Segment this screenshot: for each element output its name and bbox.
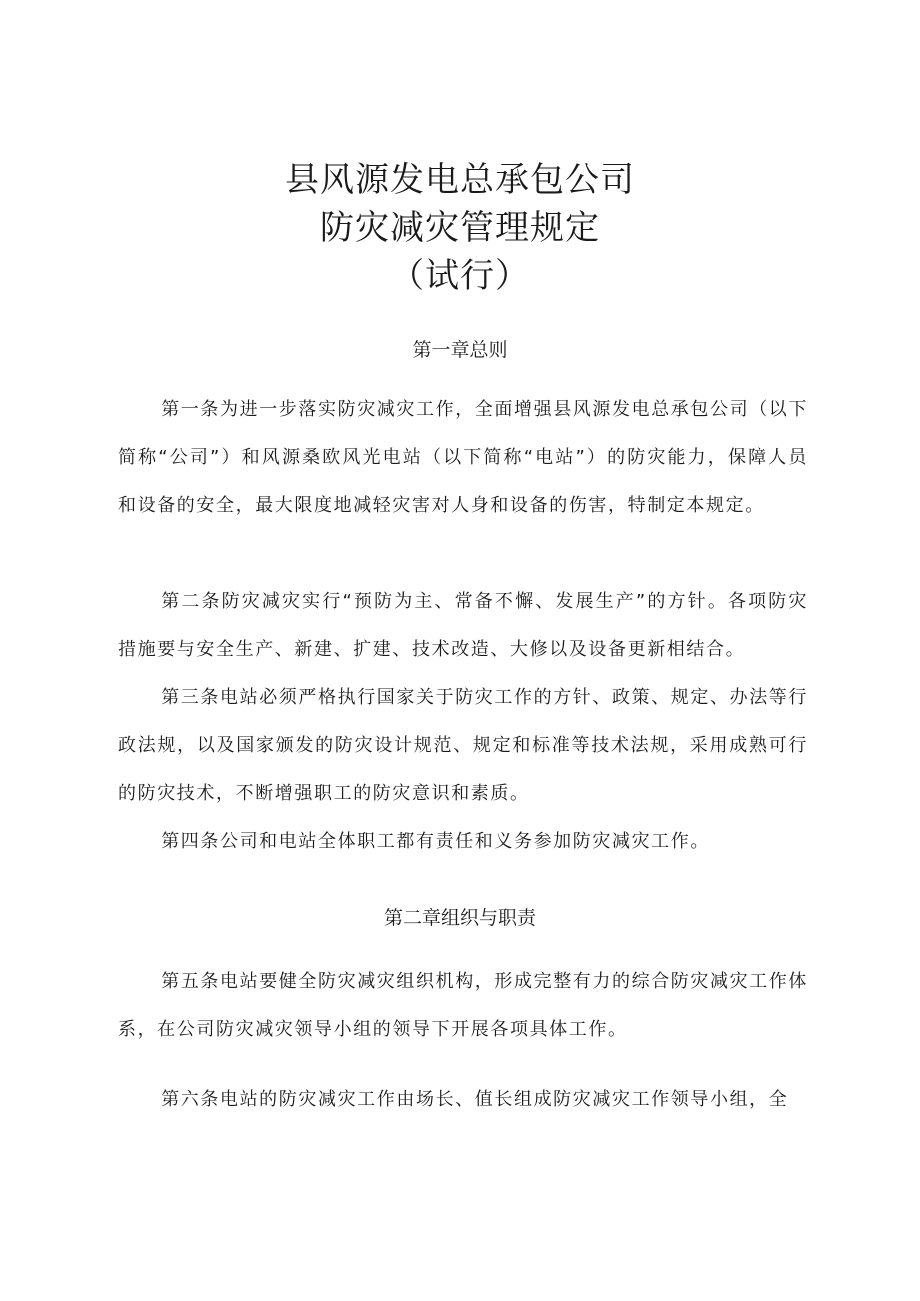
- article-4: 第四条公司和电站全体职工都有责任和义务参加防灾减灾工作。: [161, 831, 710, 852]
- article-3: 第三条电站必须严格执行国家关于防灾工作的方针、政策、规定、办法等行政法规，以及国家颁发的防灾设计规范、规定和标准等技术法规，采用成熟可行的防灾技术，不断增强职工的防灾意识和素质。: [118, 687, 808, 804]
- document-title-line-3: （试行）: [390, 256, 530, 296]
- chapter-heading-2: 第二章组织与职责: [383, 907, 536, 929]
- document-title-line-2: 防灾减灾管理规定: [320, 208, 600, 248]
- article-5: 第五条电站要健全防灾减灾组织机构，形成完整有力的综合防灾减灾工作体系，在公司防灾减灾领导小组的领导下开展各项具体工作。: [118, 971, 808, 1040]
- article-6: 第六条电站的防灾减灾工作由场长、值长组成防灾减灾工作领导小组，全: [161, 1089, 789, 1110]
- chapter-heading-1: 第一章总则: [412, 339, 508, 361]
- document-title-line-1: 县风源发电总承包公司: [285, 160, 635, 200]
- article-2: 第二条防灾减灾实行“预防为主、常备不懈、发展生产”的方针。各项防灾措施要与安全生产、新建、扩建、技术改造、大修以及设备更新相结合。: [118, 591, 808, 660]
- article-1: 第一条为进一步落实防灾减灾工作，全面增强县风源发电总承包公司（以下简称“公司”）和风源桑欧风光电站（以下简称“电站”）的防灾能力，保障人员和设备的安全，最大限度地减轻灾害对人身和设备的伤害，特制定本规定。: [118, 399, 808, 516]
